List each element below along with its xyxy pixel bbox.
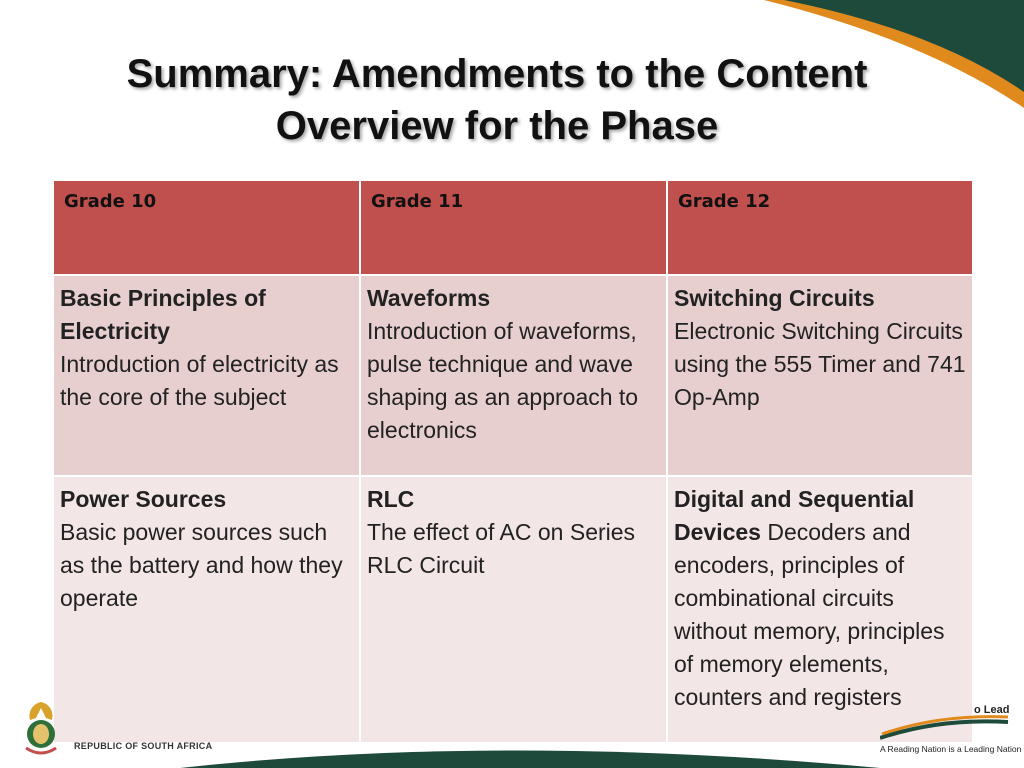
cell-heading: Digital and Sequential Devices	[674, 486, 915, 545]
table-cell	[53, 275, 360, 476]
table-row	[53, 275, 973, 476]
header-grade-11: Grade 11	[360, 180, 667, 275]
cell-body: Electronic Switching Circuits using the 555 Timer and 741 Op-Amp	[674, 318, 966, 410]
flag-swoosh-icon	[880, 712, 1010, 742]
table-row	[53, 476, 973, 743]
content-table	[52, 179, 974, 744]
cell-heading: Waveforms	[367, 285, 491, 311]
cell-body: Basic power sources such as the battery and how they operate	[60, 519, 343, 611]
cell-body: The effect of AC on Series RLC Circuit	[367, 519, 636, 578]
cell-body: Introduction of waveforms, pulse technique and wave shaping as an approach to electronics	[367, 318, 639, 443]
table-cell	[667, 476, 973, 743]
cell-heading: Switching Circuits	[674, 285, 875, 311]
cell-heading: RLC	[367, 486, 415, 512]
branding-text: o Lead	[974, 704, 1010, 716]
cell-heading: Power Sources	[60, 486, 227, 512]
table-header-row	[53, 180, 973, 275]
tagline: A Reading Nation is a Leading Nation	[880, 744, 1022, 754]
table-cell	[360, 275, 667, 476]
slide-title-line-2: Overview for the Phase	[275, 104, 719, 148]
country-label: REPUBLIC OF SOUTH AFRICA	[74, 741, 213, 751]
table-cell	[667, 275, 973, 476]
cell-body: Decoders and encoders, principles of combinational circuits without memory, principles of memory elements, counters and registers	[674, 519, 945, 710]
slide-title	[40, 48, 954, 152]
cell-body: Introduction of electricity as the core of the subject	[60, 351, 339, 410]
header-grade-12: Grade 12	[667, 180, 973, 275]
cell-heading: Basic Principles of Electricity	[60, 285, 266, 344]
header-grade-10: Grade 10	[53, 180, 360, 275]
table-cell	[53, 476, 360, 743]
slide-title-line-1: Summary: Amendments to the Content	[126, 52, 868, 96]
table-cell	[360, 476, 667, 743]
coat-of-arms-icon	[18, 698, 64, 758]
